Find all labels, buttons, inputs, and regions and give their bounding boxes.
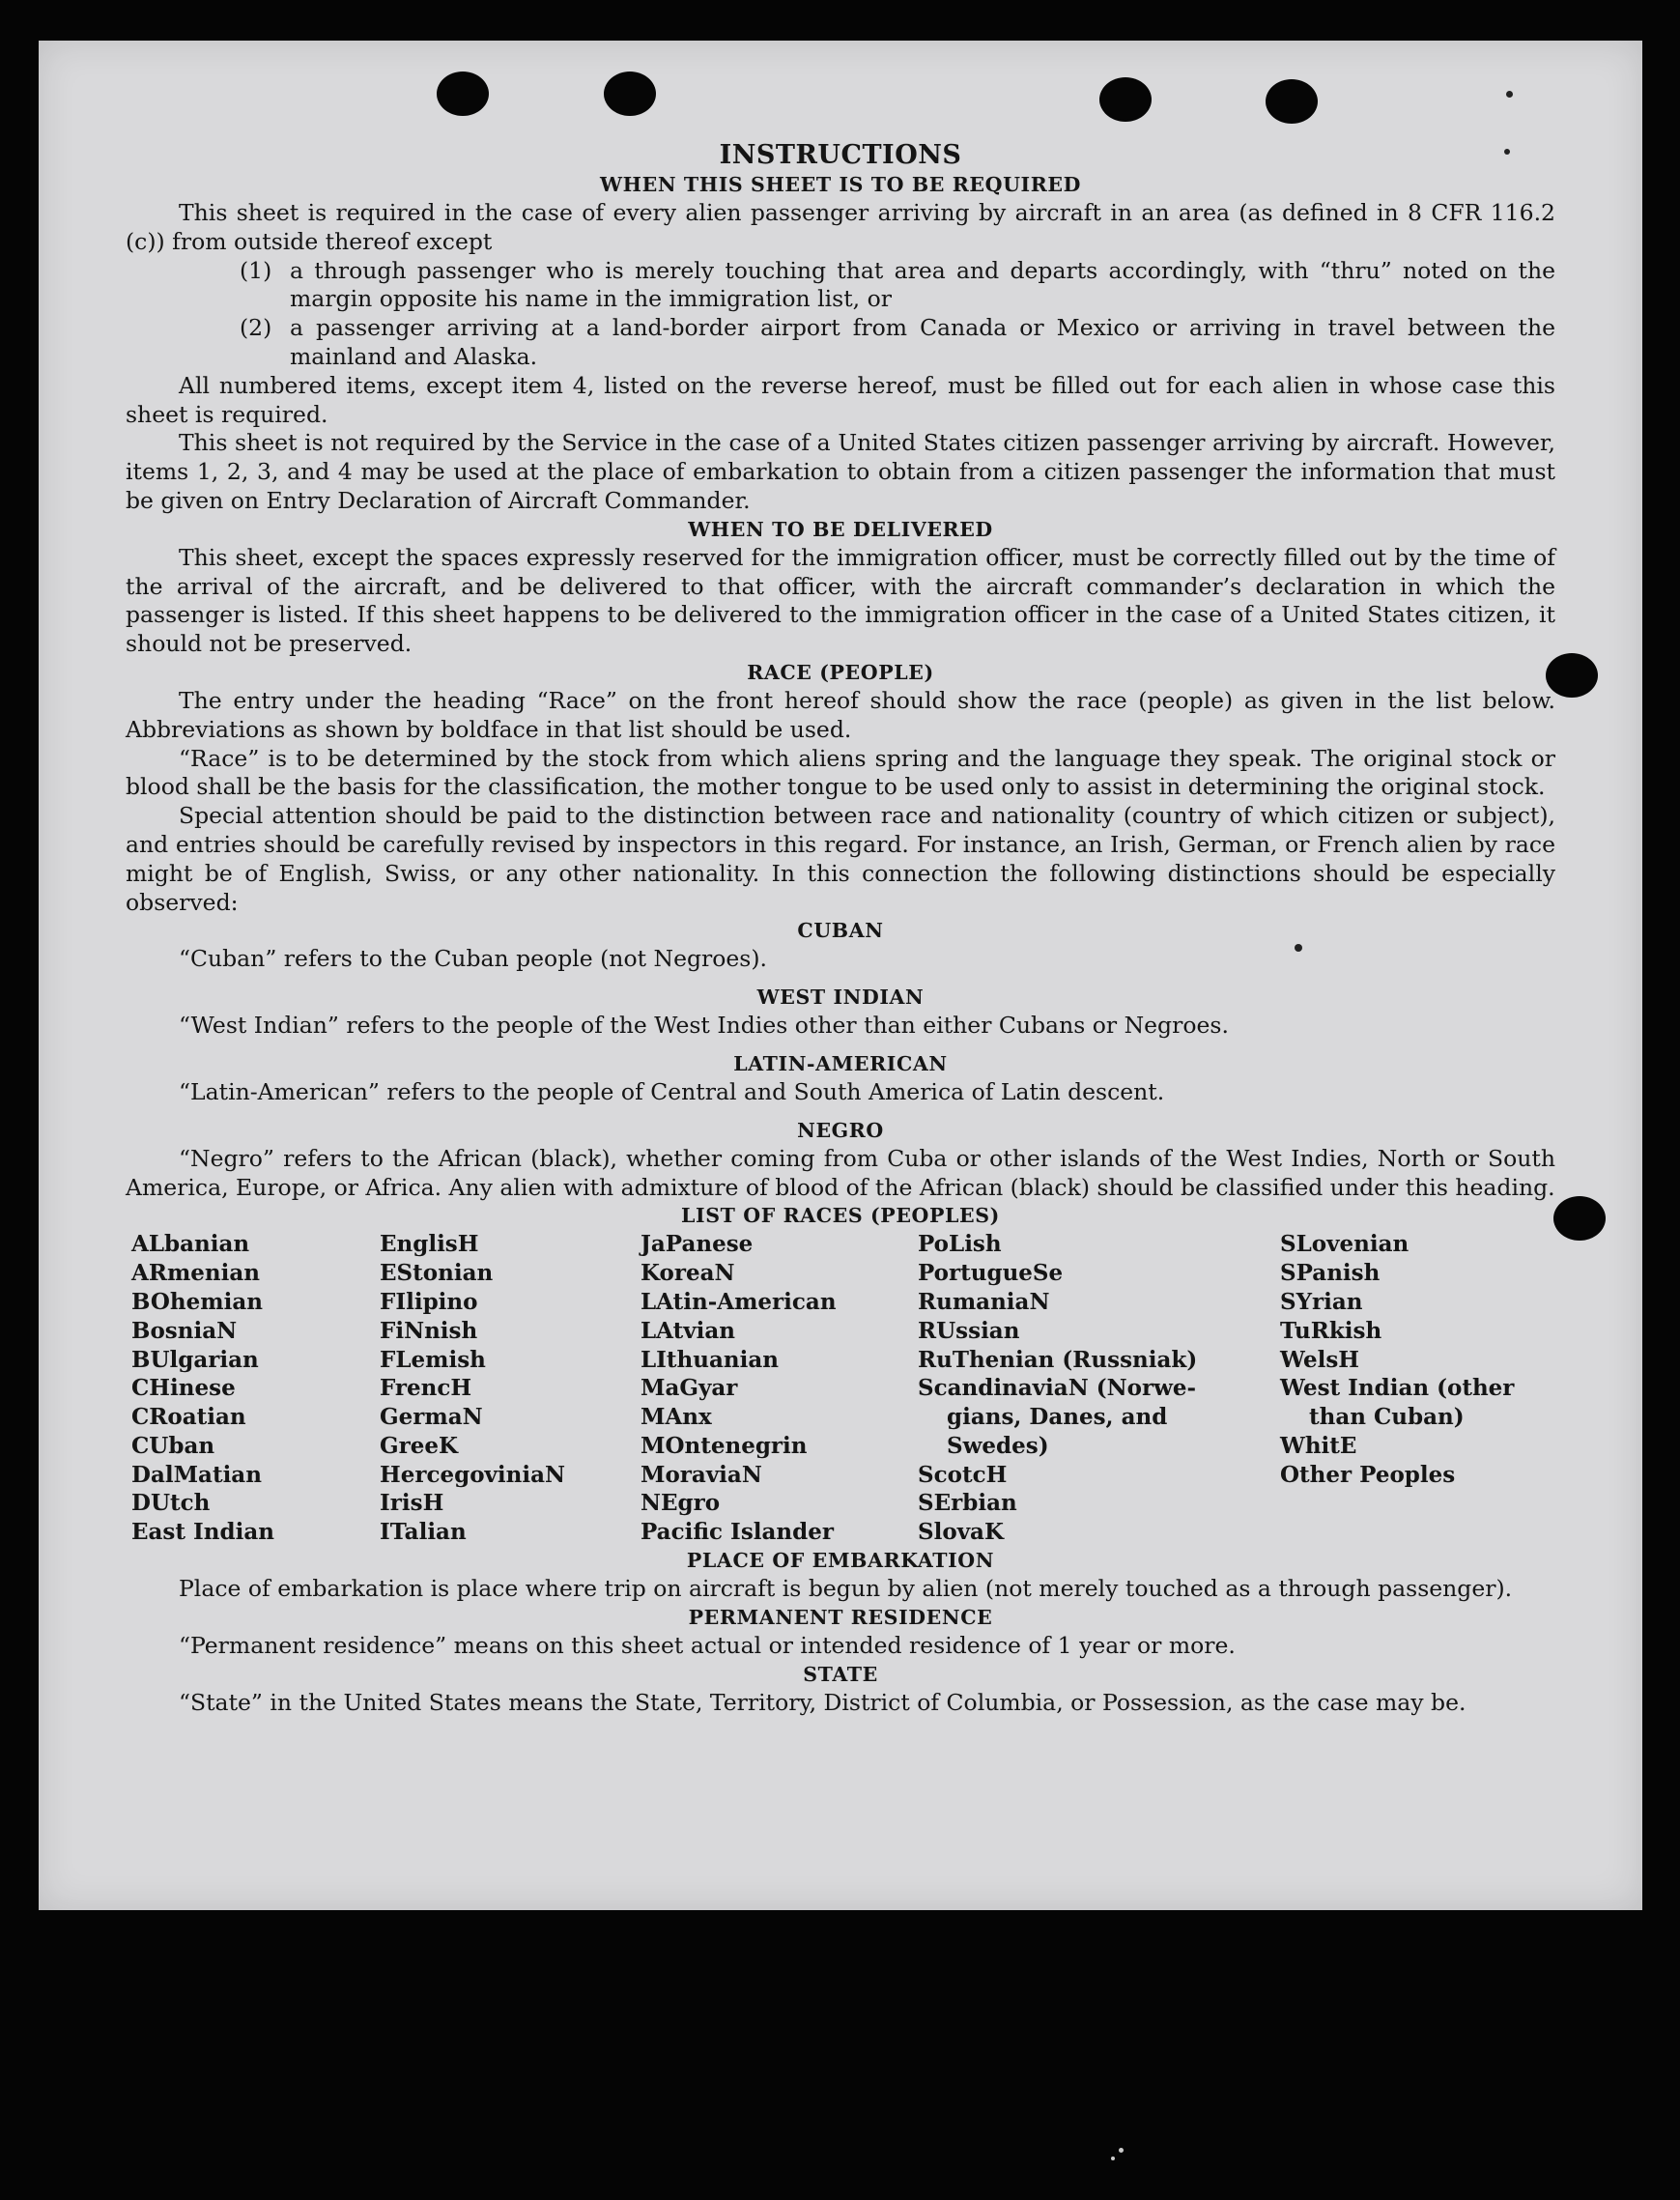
race-entry: WelsH [1280, 1346, 1360, 1373]
race-entry: PoLish [918, 1231, 1002, 1258]
race-entry: FIlipino [380, 1288, 478, 1315]
item-number: (1) [240, 256, 272, 284]
section-heading: LATIN-AMERICAN [733, 1051, 948, 1075]
paragraph: “Race” is to be determined by the stock from which aliens spring and the language they speak. The original stock or blood shall be the basis for the classification, the mother tongue to be used only to assist in determining the original stock. [126, 744, 1555, 801]
paragraph: Place of embarkation is place where trip on aircraft is begun by alien (not merely touched as a through passenger). [179, 1575, 1513, 1603]
race-entry: MoraviaN [641, 1461, 762, 1488]
section-heading: WHEN THIS SHEET IS TO BE REQUIRED [600, 173, 1081, 196]
section-heading: RACE (PEOPLE) [747, 660, 934, 684]
paragraph: This sheet, except the spaces expressly reserved for the immigration officer, must be correctly filled out by the time of the arrival of the aircraft, and be delivered to that officer, with the aircraft commander’s declaration in which the passenger is listed. If this sheet happens to be delivered to the immigration officer in the case of a United States citizen, it should not be preserved. [126, 543, 1555, 658]
race-entry: WhitE [1280, 1432, 1357, 1459]
race-column [641, 1230, 918, 1547]
race-entry: gians, Danes, and [947, 1404, 1168, 1431]
race-entry: Other Peoples [1280, 1461, 1456, 1488]
race-entry: LIthuanian [641, 1346, 779, 1373]
punch-hole [437, 71, 489, 116]
speck [1506, 91, 1513, 98]
race-entry: CUban [131, 1432, 215, 1459]
race-entry: SErbian [918, 1490, 1017, 1517]
race-entry: ScotcH [918, 1461, 1008, 1488]
race-entry: BOhemian [131, 1288, 263, 1315]
race-entry: MOntenegrin [641, 1432, 808, 1459]
speck [1111, 2157, 1115, 2160]
race-entry: FLemish [380, 1346, 486, 1373]
section-heading: LIST OF RACES (PEOPLES) [681, 1204, 1000, 1228]
race-entry: JaPanese [641, 1231, 754, 1258]
race-entry: DUtch [131, 1490, 211, 1517]
paragraph: “Negro” refers to the African (black), whether coming from Cuba or other islands of the West Indies, North or South America, Europe, or Africa. Any alien with admixture of blood of the African (black) should be classified under this heading. [126, 1144, 1555, 1201]
paragraph: This sheet is not required by the Service in the case of a United States citizen passenger arriving by aircraft. However, items 1, 2, 3, and 4 may be used at the place of embarkation to obtain from a citizen passenger the information that must be given on Entry Declaration of Aircraft Commander. [126, 429, 1555, 514]
race-entry: MaGyar [641, 1375, 738, 1402]
race-entry: SPanish [1280, 1260, 1381, 1287]
race-entry: ARmenian [131, 1260, 261, 1287]
race-column [918, 1230, 1280, 1547]
paragraph: The entry under the heading “Race” on the front hereof should show the race (people) as given in the list below. Abbreviations as shown by boldface in that list should be used. [126, 686, 1555, 743]
race-entry: CRoatian [131, 1404, 246, 1431]
race-entry: EnglisH [380, 1231, 479, 1258]
paragraph: “Latin-American” refers to the people of Central and South America of Latin descent. [179, 1077, 1165, 1105]
race-entry: ScandinaviaN (Norwe- [918, 1375, 1197, 1402]
item-text: a passenger arriving at a land-border airport from Canada or Mexico or arriving in travel between the mainland and Alaska. [290, 314, 1555, 370]
punch-hole [1099, 77, 1152, 122]
list-item [240, 314, 1555, 372]
race-entry: DalMatian [131, 1461, 262, 1488]
race-entry: Swedes) [947, 1432, 1049, 1459]
paragraph: All numbered items, except item 4, listed on the reverse hereof, must be filled out for each alien in whose case this sheet is required. [126, 371, 1555, 428]
punch-hole [1553, 1196, 1606, 1241]
race-entry: GermaN [380, 1404, 483, 1431]
section-heading: WEST INDIAN [756, 986, 925, 1010]
race-entry: West Indian (other [1280, 1375, 1515, 1402]
race-entry: CHinese [131, 1375, 236, 1402]
punch-hole [1266, 79, 1318, 124]
item-text: a through passenger who is merely touching that area and departs accordingly, with “thru” noted on the margin opposite his name in the immigration list, or [290, 256, 1555, 313]
race-column [380, 1230, 641, 1547]
race-entry: MAnx [641, 1404, 712, 1431]
race-entry: GreeK [380, 1432, 459, 1459]
race-entry: SLovenian [1280, 1231, 1409, 1258]
race-entry: PortugueSe [918, 1260, 1064, 1287]
section-heading: PERMANENT RESIDENCE [688, 1605, 993, 1629]
race-entry: IrisH [380, 1490, 444, 1517]
paragraph: “State” in the United States means the State, Territory, District of Columbia, or Possession, as the case may be. [179, 1688, 1466, 1716]
paragraph: “Permanent residence” means on this sheet actual or intended residence of 1 year or more. [179, 1631, 1236, 1659]
race-entry: FiNnish [380, 1317, 478, 1344]
section-heading: CUBAN [797, 919, 884, 943]
race-entry: RumaniaN [918, 1288, 1050, 1315]
race-column [1280, 1230, 1531, 1547]
race-entry: BUlgarian [131, 1346, 259, 1373]
race-entry: KoreaN [641, 1260, 735, 1287]
race-entry: LAtvian [641, 1317, 735, 1344]
paragraph: This sheet is required in the case of every alien passenger arriving by aircraft in an area (as defined in 8 CFR 116.2 (c)) from outside thereof except [126, 199, 1555, 255]
race-entry: SlovaK [918, 1519, 1004, 1546]
list-item [240, 257, 1555, 315]
paragraph: “West Indian” refers to the people of the West Indies other than either Cubans or Negroes. [179, 1012, 1229, 1040]
race-entry: LAtin-American [641, 1288, 837, 1315]
race-entry: than Cuban) [1309, 1404, 1465, 1431]
race-entry: BosniaN [131, 1317, 238, 1344]
page-title: INSTRUCTIONS [719, 140, 962, 170]
race-entry: NEgro [641, 1490, 721, 1517]
race-entry: East Indian [131, 1519, 274, 1546]
race-entry: Pacific Islander [641, 1519, 834, 1546]
section-heading: STATE [803, 1662, 878, 1686]
race-entry: RUssian [918, 1317, 1020, 1344]
section-heading: NEGRO [797, 1118, 884, 1142]
race-entry: RuThenian (Russniak) [918, 1346, 1198, 1373]
section-heading: PLACE OF EMBARKATION [686, 1549, 995, 1573]
speck [1119, 2148, 1124, 2153]
section-heading: WHEN TO BE DELIVERED [688, 517, 993, 541]
race-entry: ALbanian [131, 1231, 250, 1258]
paragraph: “Cuban” refers to the Cuban people (not Negroes). [179, 945, 768, 973]
item-number: (2) [240, 314, 272, 342]
race-entry: HercegoviniaN [380, 1461, 566, 1488]
race-entry: EStonian [380, 1260, 494, 1287]
punch-hole [604, 71, 656, 116]
instructions-content [126, 140, 1555, 1717]
race-column [131, 1230, 380, 1547]
paragraph: Special attention should be paid to the distinction between race and nationality (country of which citizen or subject), and entries should be carefully revised by inspectors in this regard. For instance, an Irish, German, or French alien by race might be of English, Swiss, or any other nationality. In this connection the following distinctions should be especially observed: [126, 802, 1555, 916]
race-entry: FrencH [380, 1375, 472, 1402]
document-sheet [39, 41, 1642, 1910]
race-entry: ITalian [380, 1519, 467, 1546]
race-entry: TuRkish [1280, 1317, 1382, 1344]
race-list [131, 1230, 1555, 1547]
race-entry: SYrian [1280, 1288, 1363, 1315]
